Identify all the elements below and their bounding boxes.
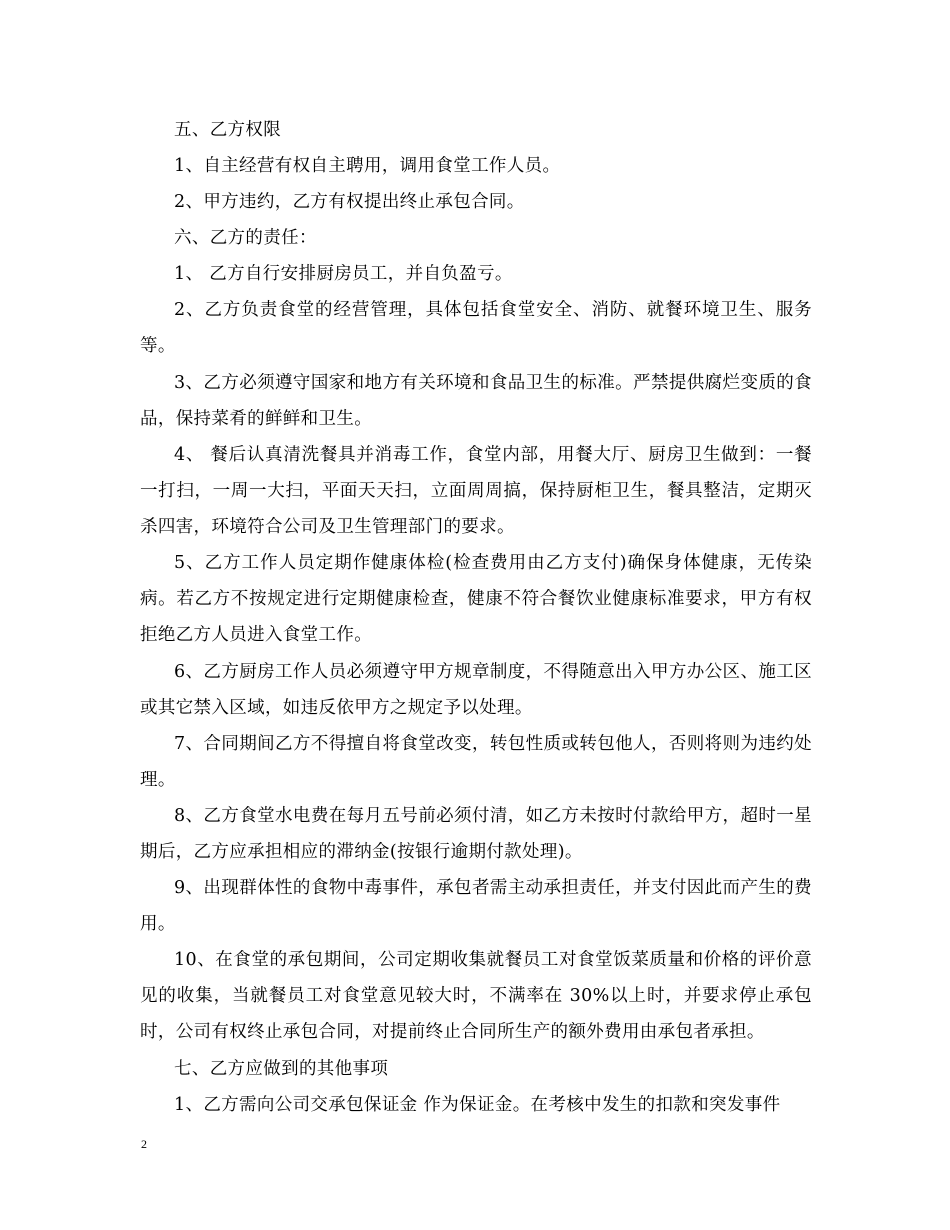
paragraph: 7、合同期间乙方不得擅自将食堂改变，转包性质或转包他人，否则将则为违约处理。 <box>140 734 812 791</box>
paragraph: 2、甲方违约，乙方有权提出终止承包合同。 <box>174 192 525 212</box>
section-6-heading: 六、乙方的责任： <box>174 228 317 248</box>
paragraph: 9、出现群体性的食物中毒事件，承包者需主动承担责任，并支付因此而产生的费用。 <box>140 878 812 935</box>
paragraph: 1、自主经营有权自主聘用，调用食堂工作人员。 <box>174 156 561 176</box>
paragraph: 1、乙方需向公司交承包保证金 作为保证金。在考核中发生的扣款和突发事件 <box>174 1095 781 1115</box>
section-5-heading: 五、乙方权限 <box>174 120 282 140</box>
page-number: 2 <box>141 1137 147 1151</box>
paragraph: 5、乙方工作人员定期作健康体检(检查费用由乙方支付)确保身体健康，无传染病。若乙方不按规定进行定期健康检查，健康不符合餐饮业健康标准要求，甲方有权拒绝乙方人员进入食堂工作。 <box>140 553 812 646</box>
paragraph: 2、乙方负责食堂的经营管理，具体包括食堂安全、消防、就餐环境卫生、服务等。 <box>140 300 812 357</box>
paragraph: 1、 乙方自行安排厨房员工，并自负盈亏。 <box>174 264 513 284</box>
paragraph: 8、乙方食堂水电费在每月五号前必须付清，如乙方未按时付款给甲方，超时一星期后，乙方应承担相应的滞纳金(按银行逾期付款处理)。 <box>140 806 812 863</box>
section-7-heading: 七、乙方应做到的其他事项 <box>174 1059 389 1079</box>
paragraph: 10、在食堂的承包期间，公司定期收集就餐员工对食堂饭菜质量和价格的评价意见的收集，当就餐员工对食堂意见较大时，不满率在 30%以上时，并要求停止承包时，公司有权终止承包合同，对提前终止合同所生产的额外费用由承包者承担。 <box>140 950 812 1043</box>
paragraph: 3、乙方必须遵守国家和地方有关环境和食品卫生的标准。严禁提供腐烂变质的食品，保持菜肴的鲜鲜和卫生。 <box>140 373 812 430</box>
paragraph: 4、 餐后认真清洗餐具并消毒工作，食堂内部，用餐大厅、厨房卫生做到：一餐一打扫，一周一大扫，平面天天扫，立面周周搞，保持厨柜卫生，餐具整洁，定期灭杀四害，环境符合公司及卫生管理部门的要求。 <box>140 445 812 538</box>
paragraph: 6、乙方厨房工作人员必须遵守甲方规章制度，不得随意出入甲方办公区、施工区或其它禁入区域，如违反依甲方之规定予以处理。 <box>140 662 812 719</box>
